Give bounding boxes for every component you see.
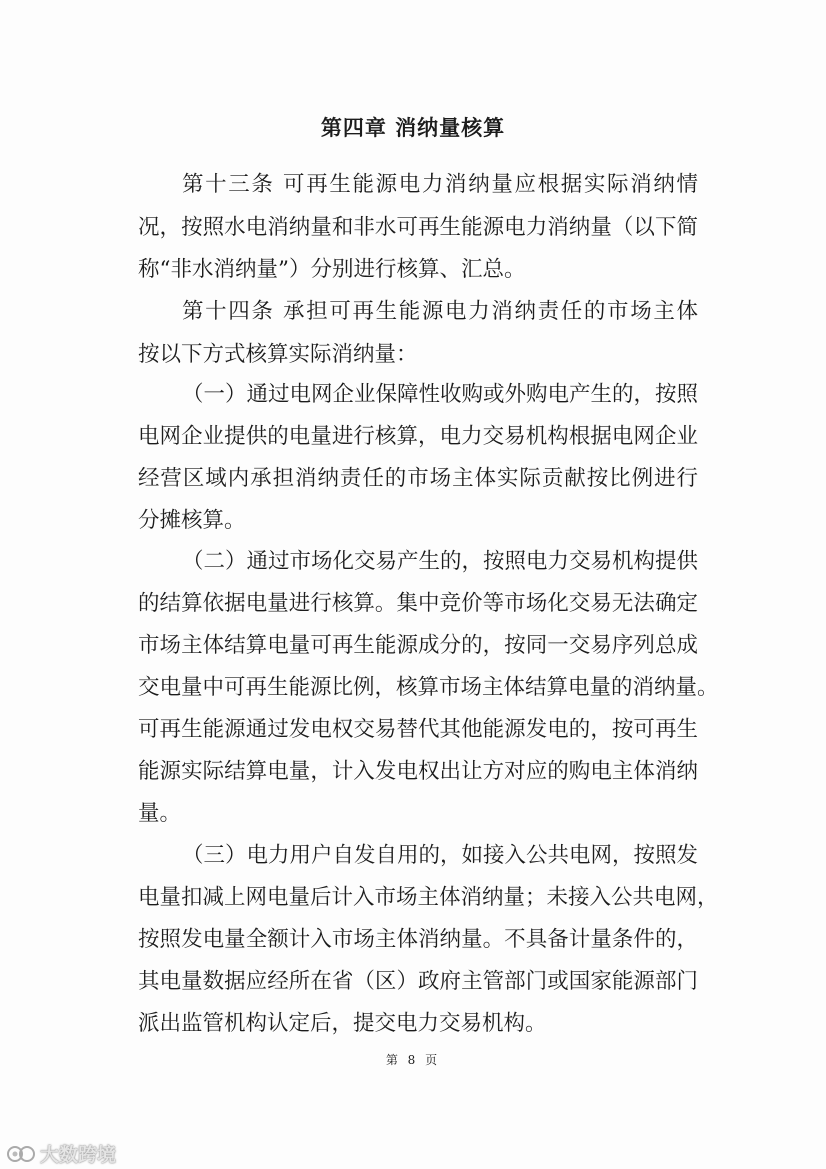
brand-logo-icon [6, 1143, 36, 1165]
paragraph-line: 按照发电量全额计入市场主体消纳量。不具备计量条件的， [138, 927, 698, 952]
paragraph-line: 其电量数据应经所在省（区）政府主管部门或国家能源部门 [138, 969, 698, 994]
paragraph-line: 况，按照水电消纳量和非水可再生能源电力消纳量（以下简 [138, 215, 698, 240]
paragraph-line: 第十三条 可再生能源电力消纳量应根据实际消纳情 [182, 172, 698, 197]
page-number: 第 8 页 [385, 1053, 441, 1067]
paragraph-line: 派出监管机构认定后，提交电力交易机构。 [138, 1011, 547, 1036]
paragraph-line: 电网企业提供的电量进行核算，电力交易机构根据电网企业 [138, 424, 698, 449]
paragraph-line: 能源实际结算电量，计入发电权出让方对应的购电主体消纳 [138, 759, 698, 784]
watermark [6, 1140, 116, 1167]
paragraph-line: 可再生能源通过发电权交易替代其他能源发电的，按可再生 [138, 717, 698, 742]
paragraph-line: 分摊核算。 [138, 508, 246, 533]
paragraph-line: 的结算依据电量进行核算。集中竞价等市场化交易无法确定 [138, 591, 698, 616]
paragraph-line: 量。 [138, 801, 182, 826]
paragraph-line: 按以下方式核算实际消纳量： [138, 342, 418, 367]
paragraph-line: （三）电力用户自发自用的，如接入公共电网，按照发 [182, 843, 699, 868]
paragraph-line: 经营区域内承担消纳责任的市场主体实际贡献按比例进行 [138, 466, 698, 491]
paragraph-line: 电量扣减上网电量后计入市场主体消纳量；未接入公共电网， [138, 885, 719, 910]
paragraph-line: （一）通过电网企业保障性收购或外购电产生的，按照 [182, 382, 699, 407]
watermark-text: 大数跨境 [40, 1144, 117, 1166]
paragraph-line: 交电量中可再生能源比例，核算市场主体结算电量的消纳量。 [138, 675, 719, 700]
paragraph-line: 第十四条 承担可再生能源电力消纳责任的市场主体 [182, 299, 698, 324]
paragraph-line: 称“非水消纳量”）分别进行核算、汇总。 [138, 257, 526, 282]
paragraph-line: 市场主体结算电量可再生能源成分的，按同一交易序列总成 [138, 633, 698, 658]
paragraph-line: （二）通过市场化交易产生的，按照电力交易机构提供 [182, 549, 699, 574]
chapter-title: 第四章 消纳量核算 [320, 116, 506, 140]
